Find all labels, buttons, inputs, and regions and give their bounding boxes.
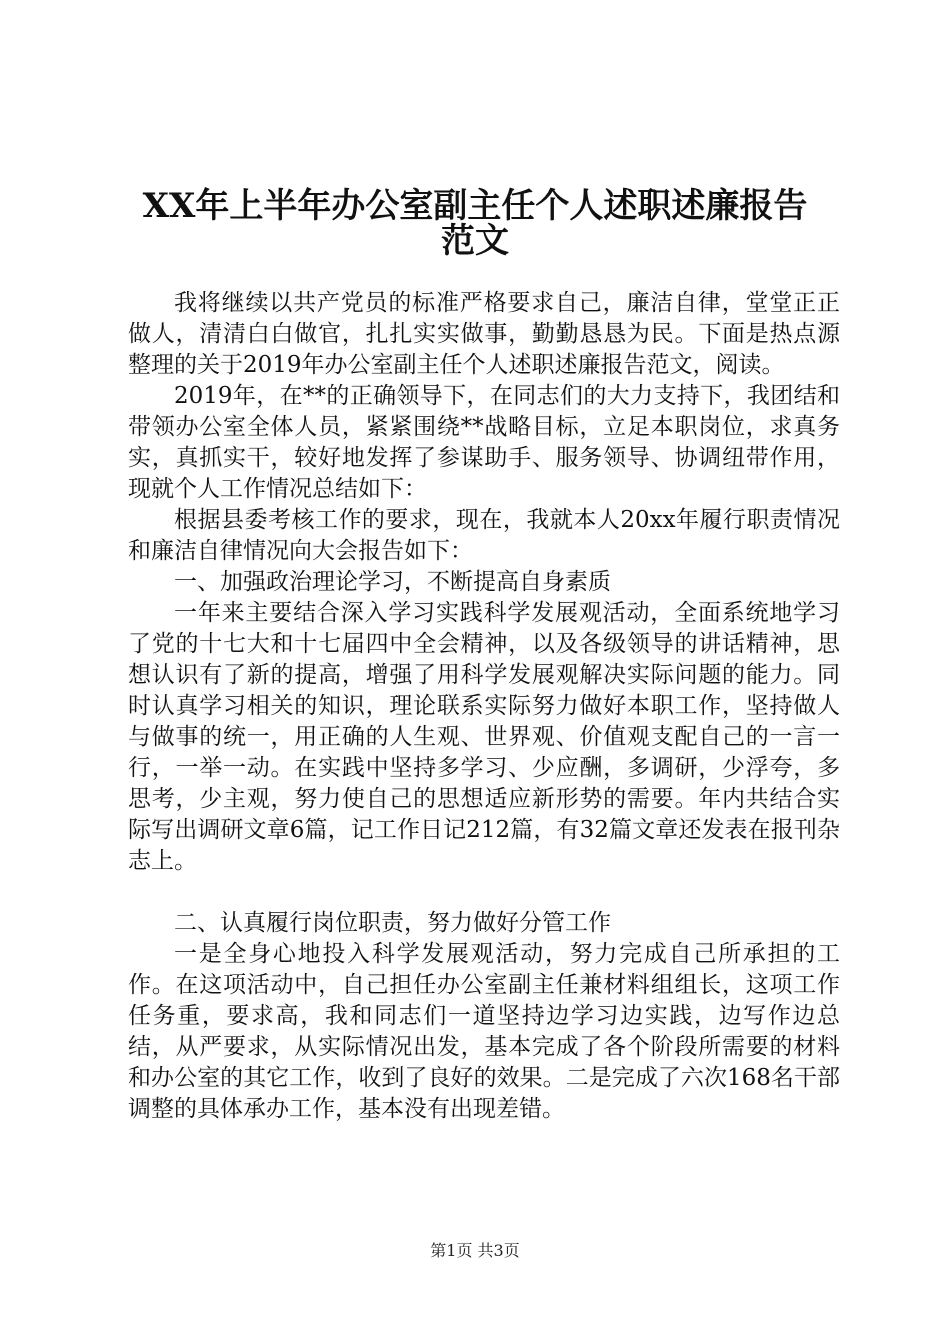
page-footer: 第1页 共3页 [430, 1241, 520, 1260]
section-heading-1: 一、加强政治理论学习，不断提高自身素质 [174, 569, 611, 595]
paragraph-report: 根据县委考核工作的要求，现在，我就本人20xx年履行职责情况和廉洁自律情况向大会报告如下： [128, 507, 840, 564]
document-title-line1: XX年上半年办公室副主任个人述职述廉报告 [142, 186, 808, 226]
paragraph-summary: 2019年，在**的正确领导下，在同志们的大力支持下，我团结和带领办公室全体人员，紧紧围绕**战略目标，立足本职岗位，求真务实，真抓实干，较好地发挥了参谋助手、服务领导、协调纽带作用，现就个人工作情况总结如下： [128, 383, 840, 502]
paragraph-intro: 我将继续以共产党员的标准严格要求自己，廉洁自律，堂堂正正做人，清清白白做官，扎扎实实做事，勤勤恳恳为民。下面是热点源整理的关于2019年办公室副主任个人述职述廉报告范文，阅读。 [128, 290, 840, 378]
section-heading-2: 二、认真履行岗位职责，努力做好分管工作 [174, 910, 611, 936]
paragraph-section-1: 一年来主要结合深入学习实践科学发展观活动，全面系统地学习了党的十七大和十七届四中全会精神，以及各级领导的讲话精神，思想认识有了新的提高，增强了用科学发展观解决实际问题的能力。同时认真学习相关的知识，理论联系实际努力做好本职工作，坚持做人与做事的统一，用正确的人生观、世界观、价值观支配自己的一言一行，一举一动。在实践中坚持多学习、少应酬，多调研，少浮夸，多思考，少主观，努力使自己的思想适应新形势的需要。年内共结合实际写出调研文章6篇，记工作日记212篇，有32篇文章还发表在报刊杂志上。 [128, 600, 840, 874]
paragraph-section-2: 一是全身心地投入科学发展观活动，努力完成自己所承担的工作。在这项活动中，自己担任办公室副主任兼材料组组长，这项工作任务重，要求高，我和同志们一道坚持边学习边实践，边写作边总结，从严要求，从实际情况出发，基本完成了各个阶段所需要的材料和办公室的其它工作，收到了良好的效果。二是完成了六次168名干部调整的具体承办工作，基本没有出现差错。 [128, 941, 840, 1122]
document-body [128, 288, 840, 1125]
document-title-line2: 范文 [441, 221, 509, 261]
